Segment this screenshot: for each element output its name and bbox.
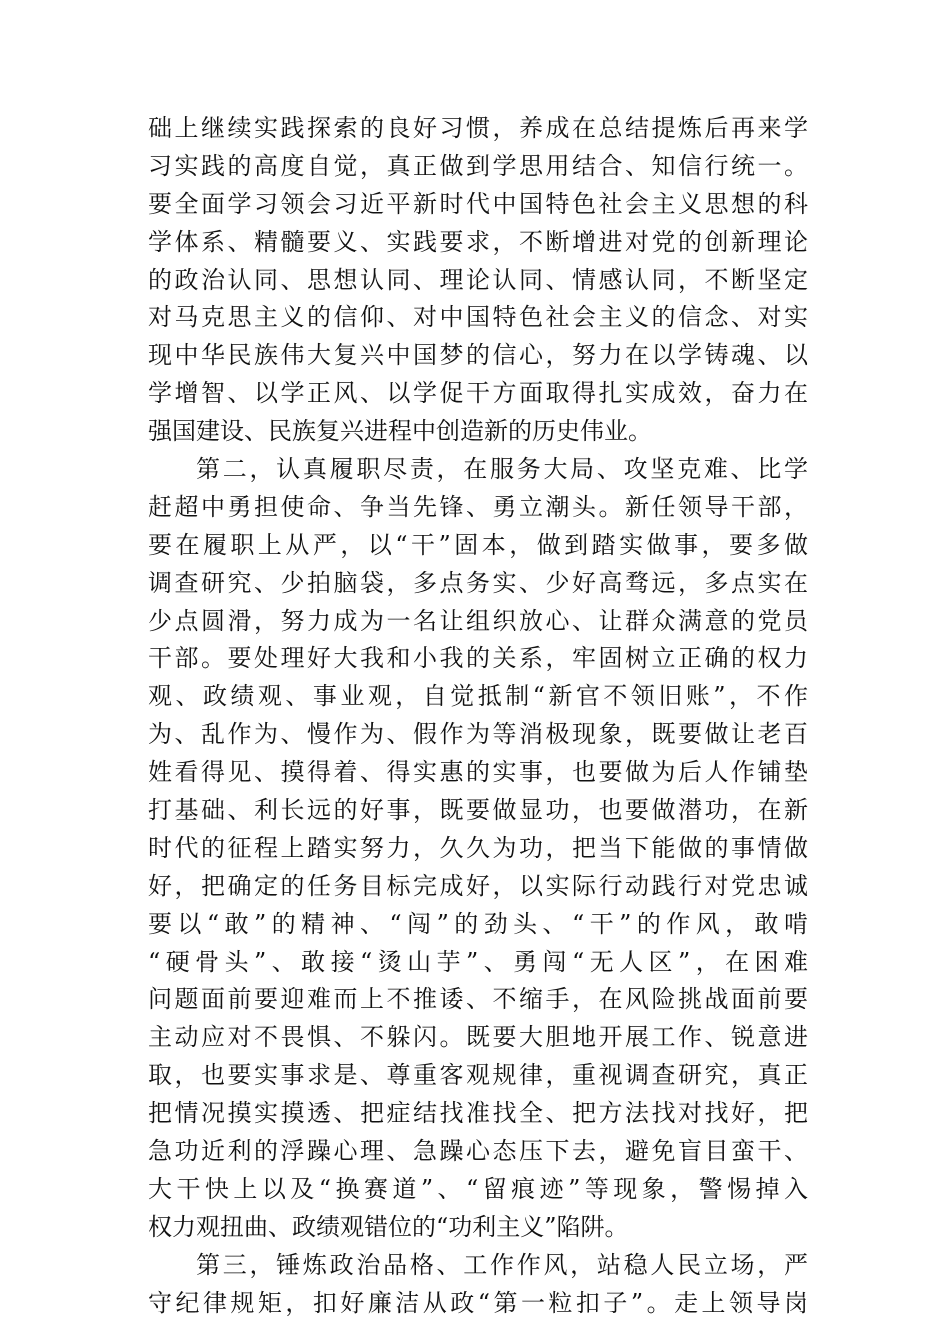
text-line: 急功近利的浮躁心理、急躁心态压下去，避免盲目蛮干、 — [148, 1137, 808, 1166]
text-line: 础上继续实践探索的良好习惯，养成在总结提炼后再来学 — [148, 114, 808, 142]
paragraph-last-line: 强国建设、民族复兴进程中创造新的历史伟业。 — [148, 417, 652, 446]
text-line: 对马克思主义的信仰、对中国特色社会主义的信念、对实 — [148, 303, 808, 332]
text-line: 打基础、利长远的好事，既要做显功，也要做潜功，在新 — [148, 796, 808, 825]
text-line: 要以“敢”的精神、“闯”的劲头、“干”的作风，敢啃 — [148, 909, 808, 938]
text-line: 姓看得见、摸得着、得实惠的实事，也要做为后人作铺垫 — [148, 758, 808, 787]
text-line: 的政治认同、思想认同、理论认同、情感认同，不断坚定 — [148, 265, 808, 294]
text-line: 少点圆滑，努力成为一名让组织放心、让群众满意的党员 — [148, 606, 808, 635]
paragraph-last-line: 权力观扭曲、政绩观错位的“功利主义”陷阱。 — [148, 1212, 629, 1241]
paragraph-first-line: 第二，认真履职尽责，在服务大局、攻坚克难、比学 — [196, 455, 808, 484]
text-line: 取，也要实事求是、尊重客观规律，重视调查研究，真正 — [148, 1061, 808, 1090]
text-line: 守纪律规矩，扣好廉洁从政“第一粒扣子”。走上领导岗 — [148, 1288, 808, 1317]
text-line: 把情况摸实摸透、把症结找准找全、把方法找对找好，把 — [148, 1099, 808, 1128]
text-line: 习实践的高度自觉，真正做到学思用结合、知信行统一。 — [148, 151, 808, 180]
text-line: “硬骨头”、敢接“烫山芋”、勇闯“无人区”，在困难 — [148, 947, 808, 976]
body-text — [148, 110, 808, 1323]
text-line: 现中华民族伟大复兴中国梦的信心，努力在以学铸魂、以 — [148, 341, 808, 370]
text-line: 赶超中勇担使命、争当先锋、勇立潮头。新任领导干部， — [148, 492, 808, 521]
text-line: 要全面学习领会习近平新时代中国特色社会主义思想的科 — [148, 189, 808, 218]
text-line: 调查研究、少拍脑袋，多点务实、少好高骛远，多点实在 — [148, 568, 808, 597]
text-line: 时代的征程上踏实努力，久久为功，把当下能做的事情做 — [148, 833, 808, 862]
text-line: 好，把确定的任务目标完成好，以实际行动践行对党忠诚 — [148, 871, 808, 900]
text-line: 为、乱作为、慢作为、假作为等消极现象，既要做让老百 — [148, 720, 808, 749]
text-line: 学体系、精髓要义、实践要求，不断增进对党的创新理论 — [148, 227, 808, 256]
text-line: 学增智、以学正风、以学促干方面取得扎实成效，奋力在 — [148, 379, 808, 408]
text-line: 干部。要处理好大我和小我的关系，牢固树立正确的权力 — [148, 644, 808, 673]
text-line: 要在履职上从严，以“干”固本，做到踏实做事，要多做 — [148, 530, 808, 559]
text-line: 观、政绩观、事业观，自觉抵制“新官不领旧账”，不作 — [148, 682, 808, 711]
paragraph-first-line: 第三，锤炼政治品格、工作作风，站稳人民立场，严 — [196, 1250, 808, 1279]
text-line: 大干快上以及“换赛道”、“留痕迹”等现象，警惕掉入 — [148, 1174, 808, 1203]
text-line: 主动应对不畏惧、不躲闪。既要大胆地开展工作、锐意进 — [148, 1023, 808, 1052]
text-line: 问题面前要迎难而上不推诿、不缩手，在风险挑战面前要 — [148, 985, 808, 1014]
